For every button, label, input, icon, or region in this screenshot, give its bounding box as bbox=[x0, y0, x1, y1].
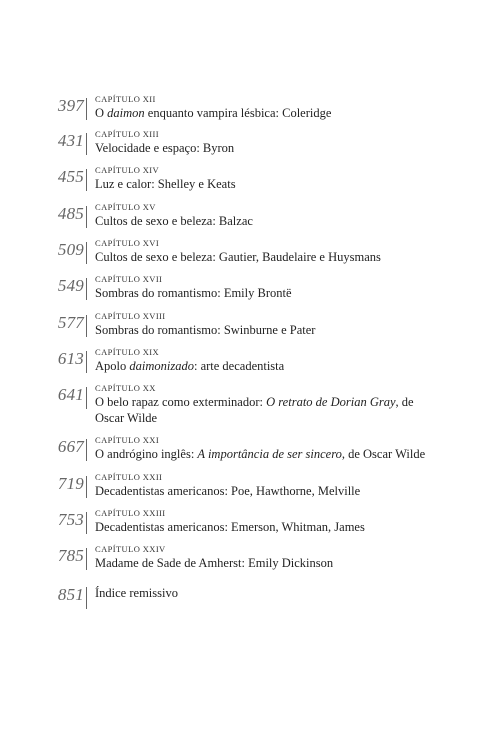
page-number: 753 bbox=[57, 510, 84, 529]
toc-entry bbox=[0, 435, 500, 475]
chapter-label: CAPÍTULO XIII bbox=[95, 129, 159, 139]
chapter-label: CAPÍTULO XV bbox=[95, 202, 156, 212]
chapter-title: Sombras do romantismo: Emily Brontë bbox=[95, 286, 292, 300]
page-number: 485 bbox=[57, 204, 84, 223]
chapter-title: Decadentistas americanos: Emerson, Whitman, James bbox=[95, 520, 365, 534]
divider-bar bbox=[86, 587, 87, 609]
page-number: 549 bbox=[57, 276, 84, 295]
chapter-title: Sombras do romantismo: Swinburne e Pater bbox=[95, 323, 316, 337]
toc-entry bbox=[0, 347, 500, 387]
toc-entry bbox=[0, 383, 500, 433]
divider-bar bbox=[86, 351, 87, 373]
chapter-title: Cultos de sexo e beleza: Balzac bbox=[95, 214, 253, 228]
chapter-title: O andrógino inglês: A importância de ser sincero, de Oscar Wilde bbox=[95, 447, 426, 461]
divider-bar bbox=[86, 169, 87, 191]
toc-entry bbox=[0, 129, 500, 169]
page-number: 577 bbox=[57, 313, 84, 332]
toc-entry bbox=[0, 165, 500, 205]
chapter-label: CAPÍTULO XVI bbox=[95, 238, 160, 248]
chapter-title: Velocidade e espaço: Byron bbox=[95, 141, 235, 155]
toc-entry bbox=[0, 508, 500, 548]
chapter-label: CAPÍTULO XXIV bbox=[95, 544, 166, 554]
chapter-title: Luz e calor: Shelley e Keats bbox=[95, 177, 236, 191]
chapter-label: CAPÍTULO XII bbox=[95, 94, 156, 104]
toc-entry bbox=[0, 274, 500, 314]
chapter-title: O belo rapaz como exterminador: O retrato de Dorian Gray, de Oscar Wilde bbox=[95, 395, 414, 425]
toc-entry bbox=[0, 94, 500, 134]
chapter-label: CAPÍTULO XXIII bbox=[95, 508, 166, 518]
divider-bar bbox=[86, 133, 87, 155]
page-number: 455 bbox=[57, 167, 84, 186]
divider-bar bbox=[86, 548, 87, 570]
toc-entry bbox=[0, 202, 500, 242]
toc-entry bbox=[0, 544, 500, 584]
index-title: Índice remissivo bbox=[95, 586, 178, 600]
page-number: 431 bbox=[57, 131, 84, 150]
divider-bar bbox=[86, 512, 87, 534]
page-number: 667 bbox=[57, 437, 84, 456]
chapter-title: Decadentistas americanos: Poe, Hawthorne, Melville bbox=[95, 484, 361, 498]
chapter-label: CAPÍTULO XXII bbox=[95, 472, 163, 482]
chapter-label: CAPÍTULO XVII bbox=[95, 274, 163, 284]
page-number: 397 bbox=[57, 96, 84, 115]
chapter-label: CAPÍTULO XVIII bbox=[95, 311, 166, 321]
chapter-title: O daimon enquanto vampira lésbica: Coleridge bbox=[95, 106, 332, 120]
chapter-title: Cultos de sexo e beleza: Gautier, Baudelaire e Huysmans bbox=[95, 250, 381, 264]
chapter-label: CAPÍTULO XXI bbox=[95, 435, 160, 445]
page-number: 785 bbox=[57, 546, 84, 565]
toc-entry bbox=[0, 238, 500, 278]
divider-bar bbox=[86, 439, 87, 461]
page-number: 641 bbox=[57, 385, 84, 404]
page-number: 851 bbox=[57, 585, 84, 604]
chapter-title: Madame de Sade de Amherst: Emily Dickinson bbox=[95, 556, 334, 570]
page-number: 719 bbox=[57, 474, 84, 493]
chapter-title: Apolo daimonizado: arte decadentista bbox=[95, 359, 285, 373]
toc-entry bbox=[0, 583, 500, 623]
page-number: 509 bbox=[57, 240, 84, 259]
chapter-label: CAPÍTULO XIX bbox=[95, 347, 160, 357]
divider-bar bbox=[86, 206, 87, 228]
toc-entry bbox=[0, 472, 500, 512]
divider-bar bbox=[86, 242, 87, 264]
toc-entry bbox=[0, 311, 500, 351]
divider-bar bbox=[86, 98, 87, 120]
page-number: 613 bbox=[57, 349, 84, 368]
divider-bar bbox=[86, 315, 87, 337]
chapter-label: CAPÍTULO XIV bbox=[95, 165, 160, 175]
divider-bar bbox=[86, 278, 87, 300]
divider-bar bbox=[86, 387, 87, 409]
divider-bar bbox=[86, 476, 87, 498]
chapter-label: CAPÍTULO XX bbox=[95, 383, 156, 393]
